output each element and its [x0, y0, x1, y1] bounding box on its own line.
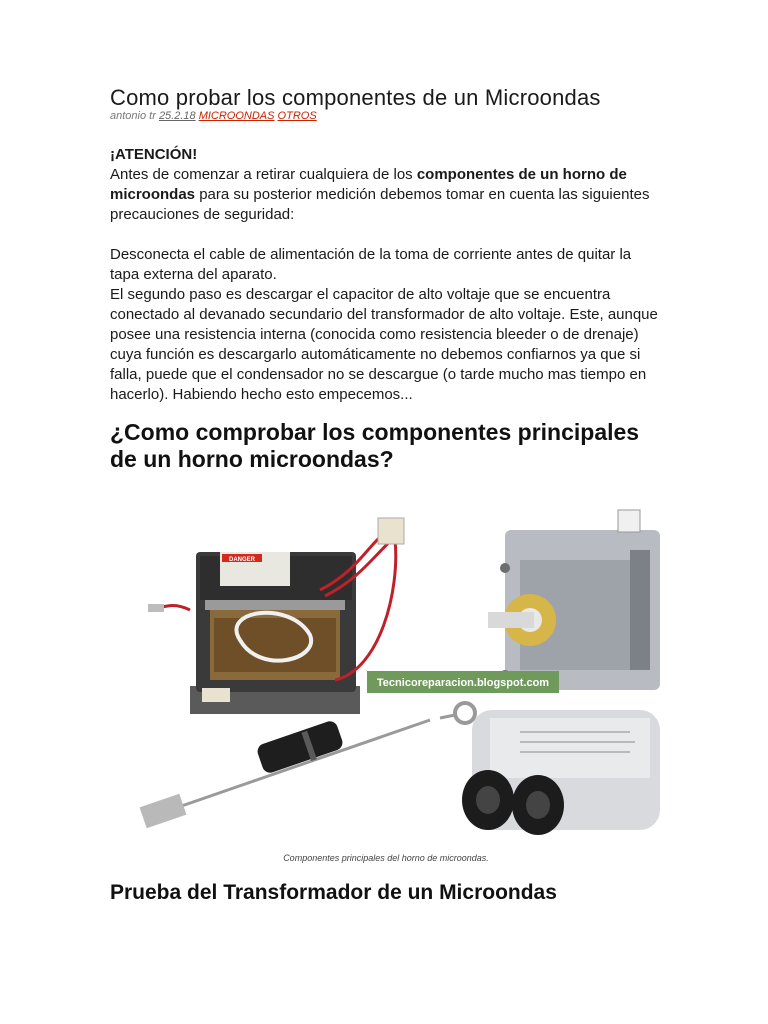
intro-paragraph: [110, 165, 662, 225]
capacitor-image: [462, 710, 660, 835]
label-link-microondas[interactable]: MICROONDAS: [198, 110, 275, 122]
label-link-otros[interactable]: OTROS: [277, 110, 317, 122]
intro-text-2: para su posterior medición debemos tomar en cuenta las siguientes precauciones de seguridad:: [110, 186, 650, 223]
post-author[interactable]: antonio tr: [110, 110, 156, 122]
transformer-image: [148, 518, 404, 714]
post: [110, 84, 662, 473]
magnetron-image: [488, 510, 660, 690]
components-illustration: [110, 500, 662, 852]
paragraph-capacitor: El segundo paso es descargar el capacitor de alto voltaje que se encuentra conectado al devanado secundario del transformador de alto voltaje. Este, aunque posee una resistencia interna (conocida como resistencia bleeder o de drenaje) cuya función es descargarlo automáticamente no debemos confiarnos ya que si falla, puede que el condensador no se descargue (o tarde mucho mas tiempo en hacerlo). Habiendo hecho esto empecemos...: [110, 286, 658, 403]
intro-text-1: Antes de comenzar a retirar cualquiera de los: [110, 166, 417, 183]
section-heading-components: ¿Como comprobar los componentes principales de un horno microondas?: [110, 419, 640, 472]
figure-caption: Componentes principales del horno de microondas.: [283, 853, 489, 863]
section-heading-transformer: Prueba del Transformador de un Microondas: [110, 881, 557, 904]
post-title: Como probar los componentes de un Microondas: [110, 85, 601, 110]
paragraph-disconnect: Desconecta el cable de alimentación de la toma de corriente antes de quitar la tapa externa del aparato.: [110, 246, 632, 283]
attention-heading: ¡ATENCIÓN!: [110, 146, 198, 163]
intro-bold: componentes de un horno de microondas: [110, 166, 627, 203]
post-date[interactable]: 25.2.18: [158, 110, 196, 122]
post-body: [110, 145, 662, 405]
watermark-text: Tecnicoreparacion.blogspot.com: [376, 677, 550, 689]
diode-image: [140, 703, 475, 828]
components-figure: [110, 500, 662, 852]
danger-label: DANGER: [228, 557, 256, 563]
